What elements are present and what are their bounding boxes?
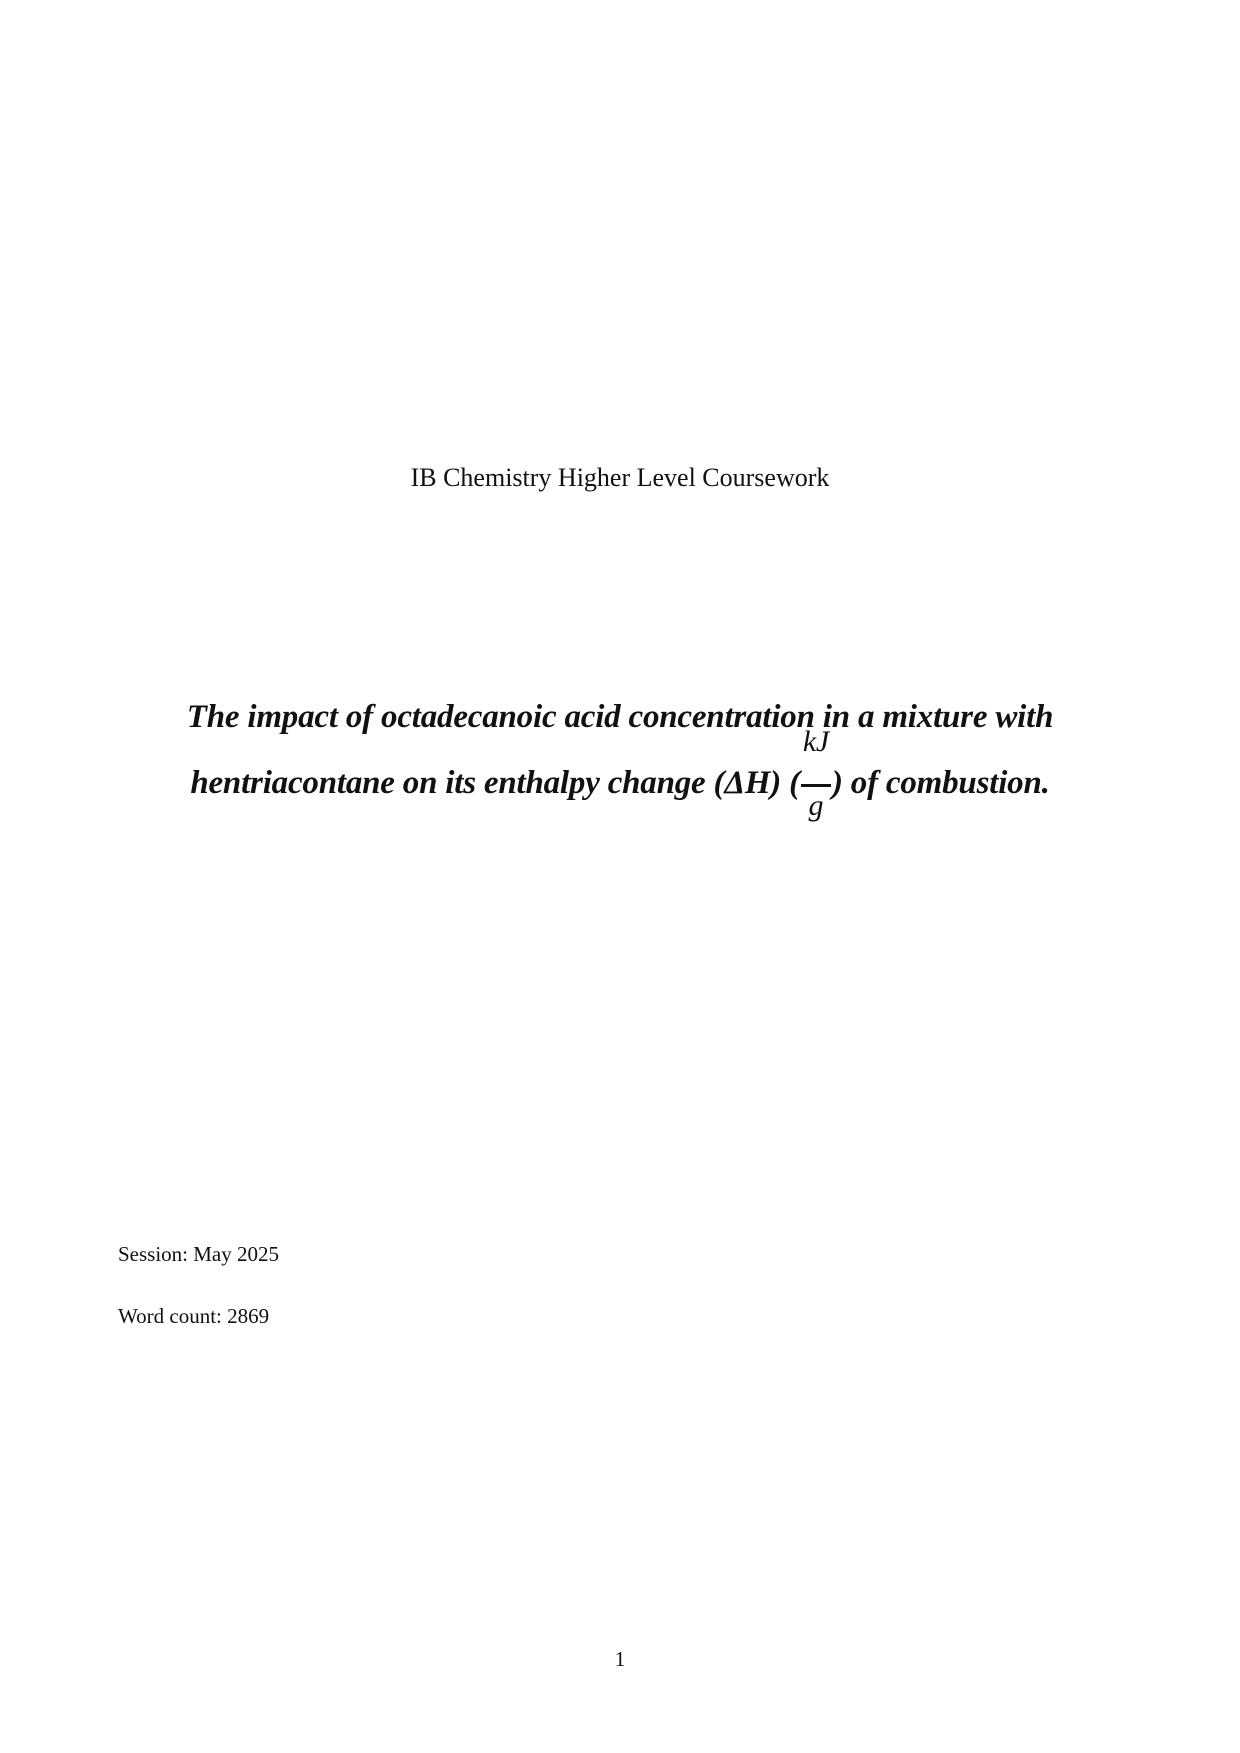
- fraction-bar: [801, 784, 831, 787]
- page-number: 1: [614, 1647, 626, 1671]
- units-fraction: [799, 725, 833, 823]
- fraction-numerator: kJ: [802, 725, 830, 759]
- course-subtitle: IB Chemistry Higher Level Coursework: [410, 463, 830, 492]
- title-line-1: The impact of octadecanoic acid concentration in a mixture with: [186, 699, 1054, 735]
- word-count-label: Word count: 2869: [118, 1304, 270, 1328]
- research-question-title: [120, 684, 1120, 823]
- title-line-2: [120, 725, 1120, 823]
- session-label: Session: May 2025: [118, 1242, 280, 1266]
- title-line-2-text-before: hentriacontane on its enthalpy change (ΔH) (: [190, 765, 800, 801]
- fraction-denominator: g: [808, 789, 824, 823]
- title-line-2-text-after: ) of combustion.: [831, 765, 1050, 801]
